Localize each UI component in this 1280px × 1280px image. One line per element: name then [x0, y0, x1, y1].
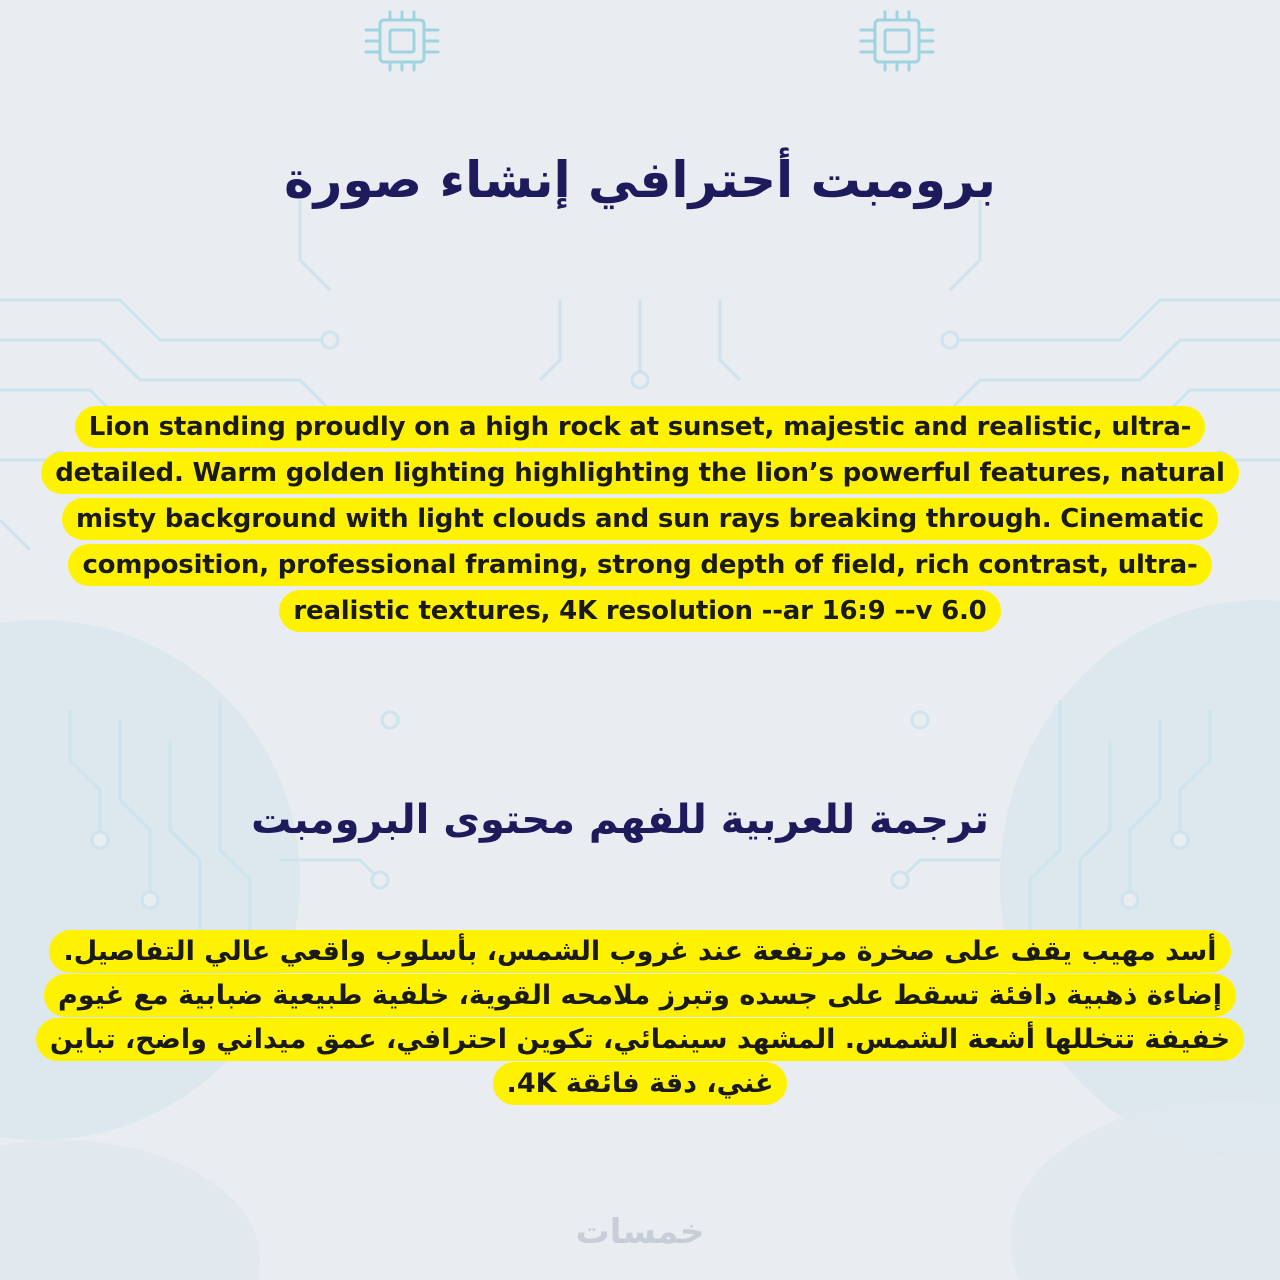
translation-heading: ترجمة للعربية للفهم محتوى البرومبت	[251, 797, 989, 843]
page-title: برومبت أحترافي إنشاء صورة	[284, 151, 996, 209]
watermark-logo: خمسات	[575, 1212, 705, 1252]
chip-icon	[857, 10, 937, 72]
prompt-text-container	[40, 404, 1240, 634]
translation-box	[20, 930, 1260, 1106]
prompt-box	[40, 404, 1240, 634]
translation-text: أسد مهيب يقف على صخرة مرتفعة عند غروب الشمس، بأسلوب واقعي عالي التفاصيل. إضاءة ذهبية دافئة تسقط على جسده وتبرز ملامحه القوية، خلفية طبيعية ضبابية مع غيوم خفيفة تتخللها أشعة الشمس. المشهد سينمائي، تكوين احترافي، عمق ميداني واضح، تباين غني، دقة فائقة 4K.	[36, 930, 1244, 1105]
chip-icon	[362, 10, 442, 72]
prompt-text: Lion standing proudly on a high rock at sunset, majestic and realistic, ultra-detailed. Warm golden lighting highlighting the lion’s powerful features, natural misty background with light clouds and sun rays breaking through. Cinematic composition, professional framing, strong depth of field, rich contrast, ultra-realistic textures, 4K resolution --ar 16:9 --v 6.0	[41, 406, 1238, 632]
translation-text-container	[20, 930, 1260, 1106]
